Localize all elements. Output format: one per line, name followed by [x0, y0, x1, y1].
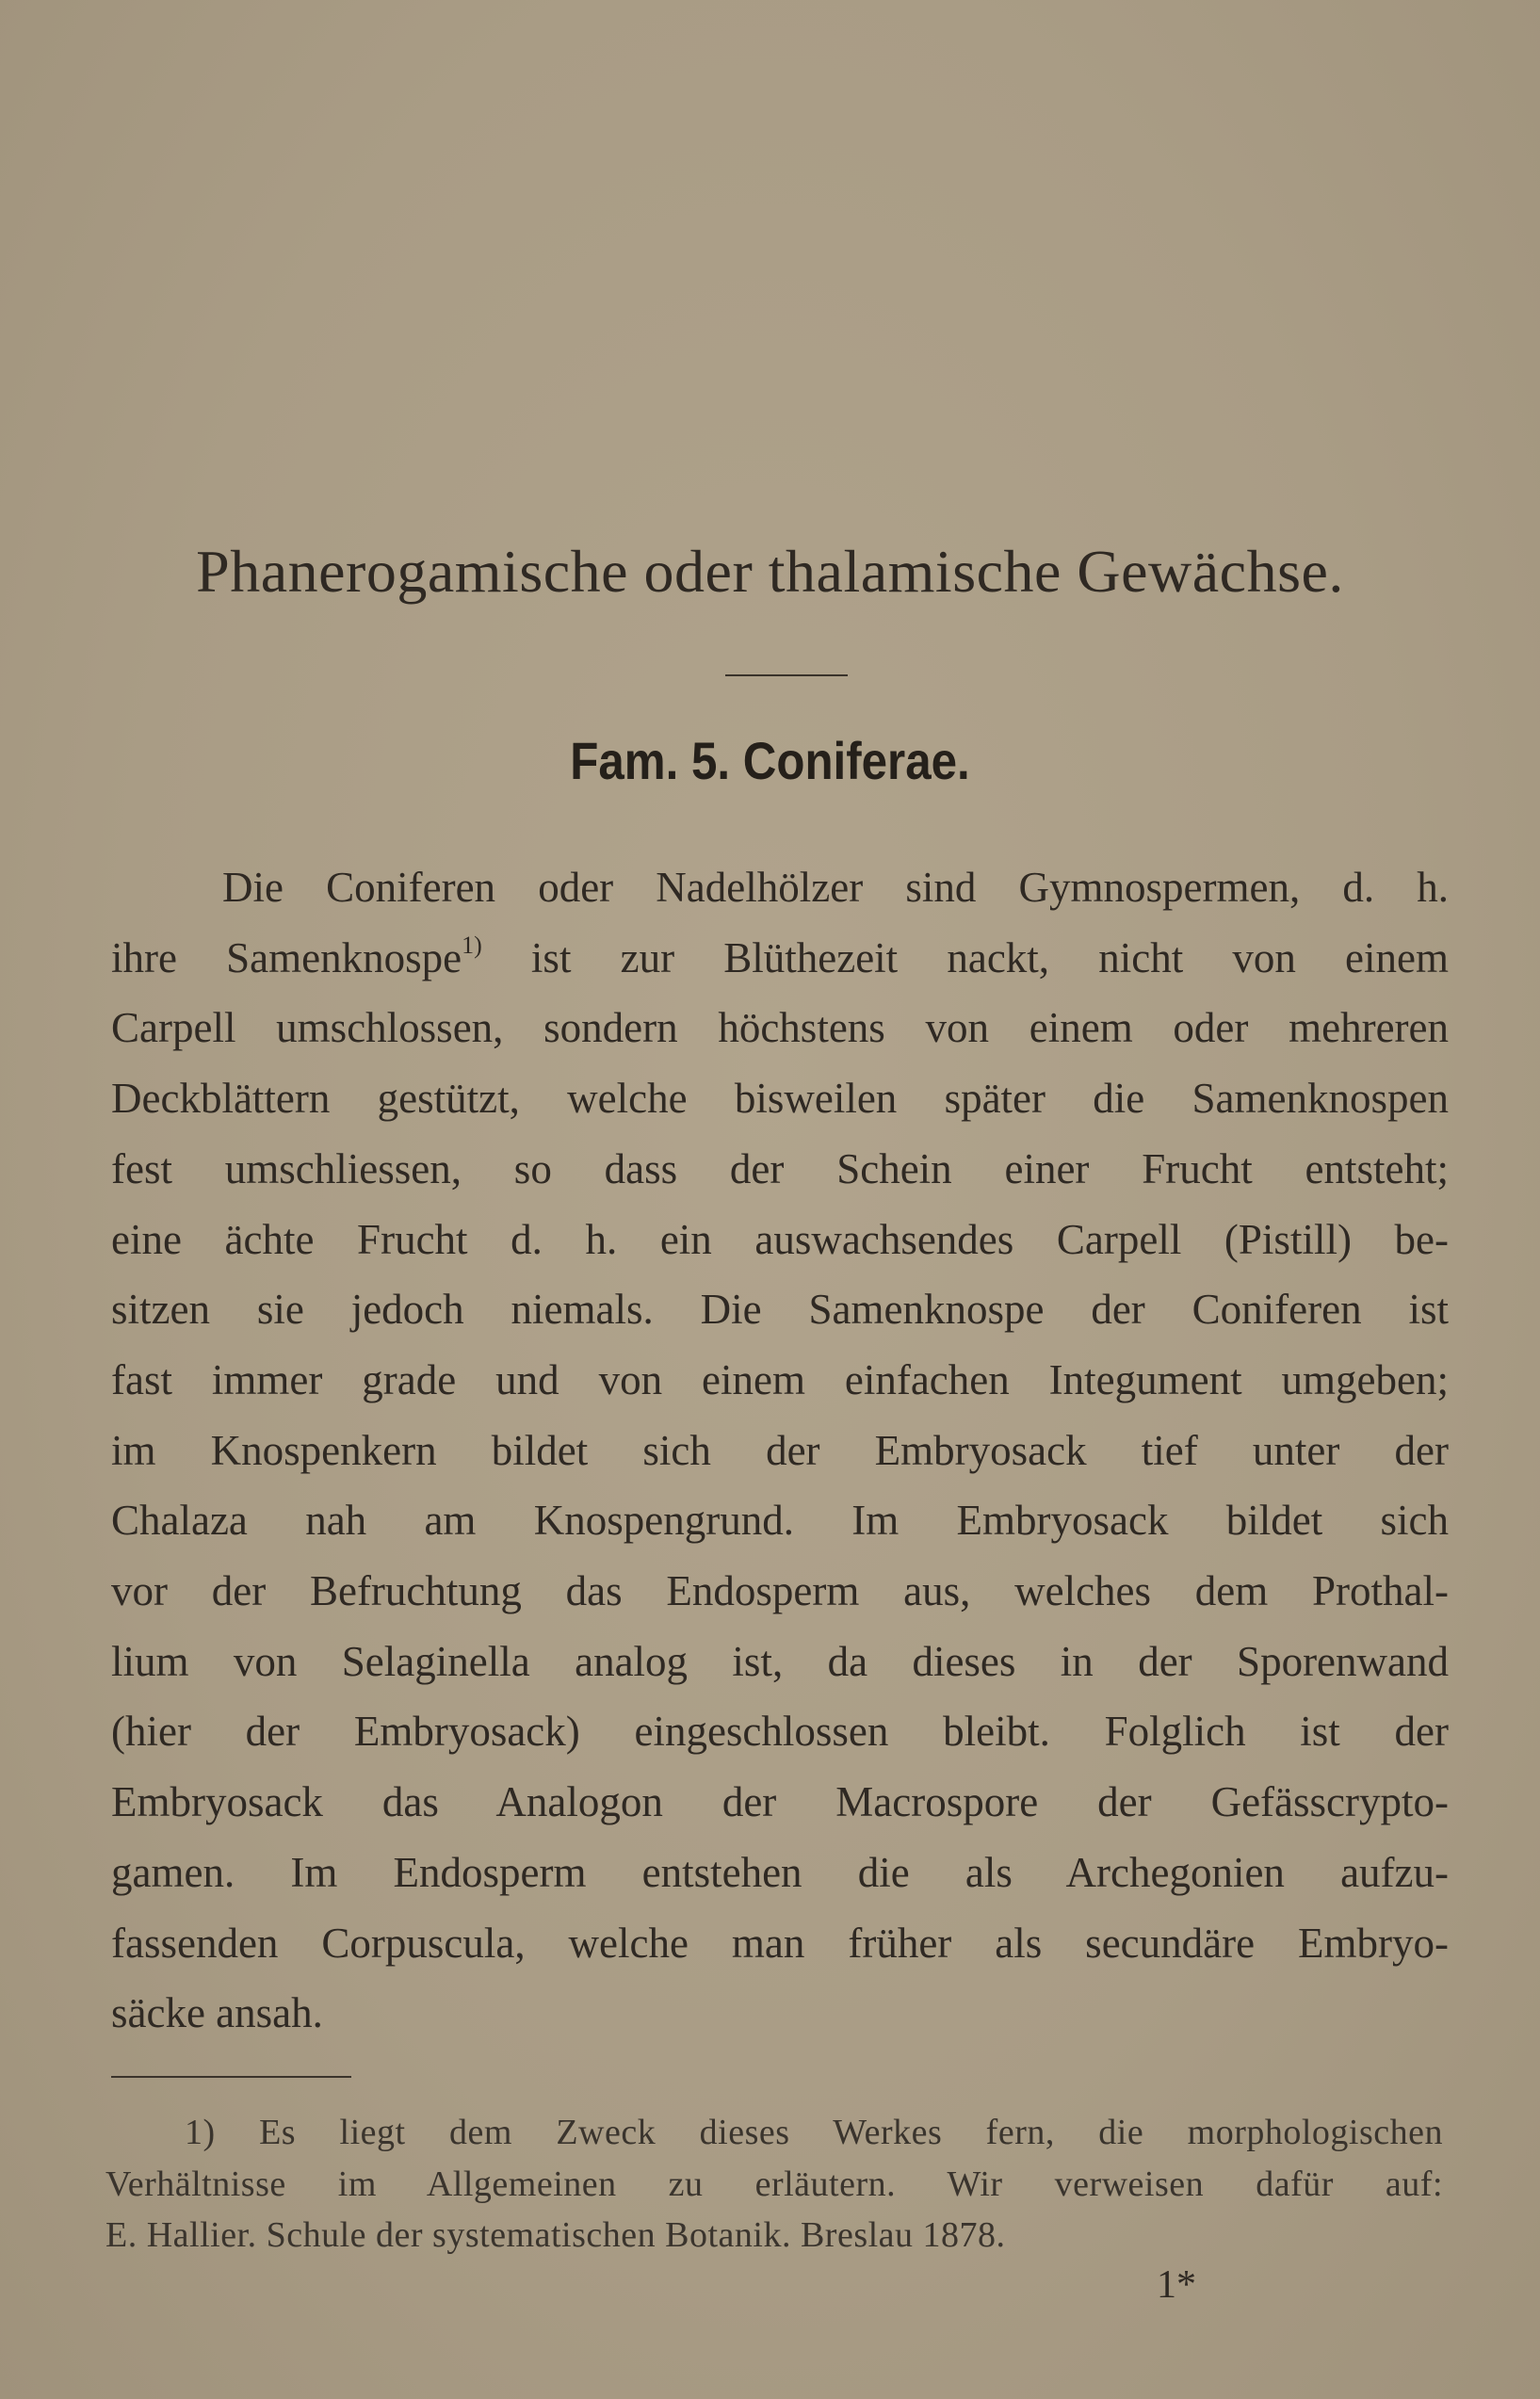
footnote-reference: 1): [462, 931, 482, 959]
text-line: fast immer grade und von einem einfachen Integument umgeben;: [111, 1355, 1449, 1403]
text-line: Deckblättern gestützt, welche bisweilen später die Samenknospen: [111, 1075, 1449, 1123]
text-line: eine ächte Frucht d. h. ein auswachsendes Carpell (Pistill) be-: [111, 1215, 1449, 1263]
text-fragment: ist zur Blüthezeit nackt, nicht von einem: [481, 933, 1449, 981]
text-line: Chalaza nah am Knospengrund. Im Embryosack bildet sich: [111, 1497, 1449, 1545]
text-line: sitzen sie jedoch niemals. Die Samenknospe der Coniferen ist: [111, 1286, 1449, 1334]
title-divider: [725, 674, 848, 676]
text-line: Die Coniferen oder Nadelhölzer sind Gymnospermen, d. h.: [222, 864, 1449, 911]
text-line-with-footnote-ref: [111, 923, 1449, 994]
text-line: (hier der Embryosack) eingeschlossen bleibt. Folglich ist der: [111, 1708, 1449, 1756]
text-line: Carpell umschlossen, sondern höchstens von einem oder mehreren: [111, 1004, 1449, 1052]
footnote: [105, 2107, 1443, 2261]
footnote-line: Verhältnisse im Allgemeinen zu erläutern. Wir verweisen dafür auf:: [105, 2164, 1443, 2204]
footnote-line: 1) Es liegt dem Zweck dieses Werkes fern, die morphologischen: [185, 2113, 1443, 2152]
page-title: Phanerogamische oder thalamische Gewächse.: [196, 538, 1344, 605]
text-line: fest umschliessen, so dass der Schein einer Frucht entsteht;: [111, 1144, 1449, 1192]
footnote-divider: [111, 2076, 351, 2078]
text-line: Embryosack das Analogon der Macrospore der Gefässcrypto-: [111, 1778, 1449, 1826]
footnote-line: E. Hallier. Schule der systematischen Botanik. Breslau 1878.: [105, 2215, 1006, 2255]
body-paragraph: [111, 852, 1449, 2049]
text-line: im Knospenkern bildet sich der Embryosack tief unter der: [111, 1426, 1449, 1474]
text-fragment: ihre Samenknospe: [111, 933, 462, 981]
text-line: gamen. Im Endosperm entstehen die als Archegonien aufzu-: [111, 1848, 1449, 1896]
page-number: 1*: [1157, 2263, 1196, 2307]
text-line: vor der Befruchtung das Endosperm aus, welches dem Prothal-: [111, 1567, 1449, 1615]
text-line: lium von Selaginella analog ist, da dieses in der Sporenwand: [111, 1637, 1449, 1685]
family-heading: Fam. 5. Coniferae.: [570, 731, 970, 790]
text-line: säcke ansah.: [111, 1989, 323, 2037]
text-line: fassenden Corpuscula, welche man früher als secundäre Embryo-: [111, 1919, 1449, 1967]
